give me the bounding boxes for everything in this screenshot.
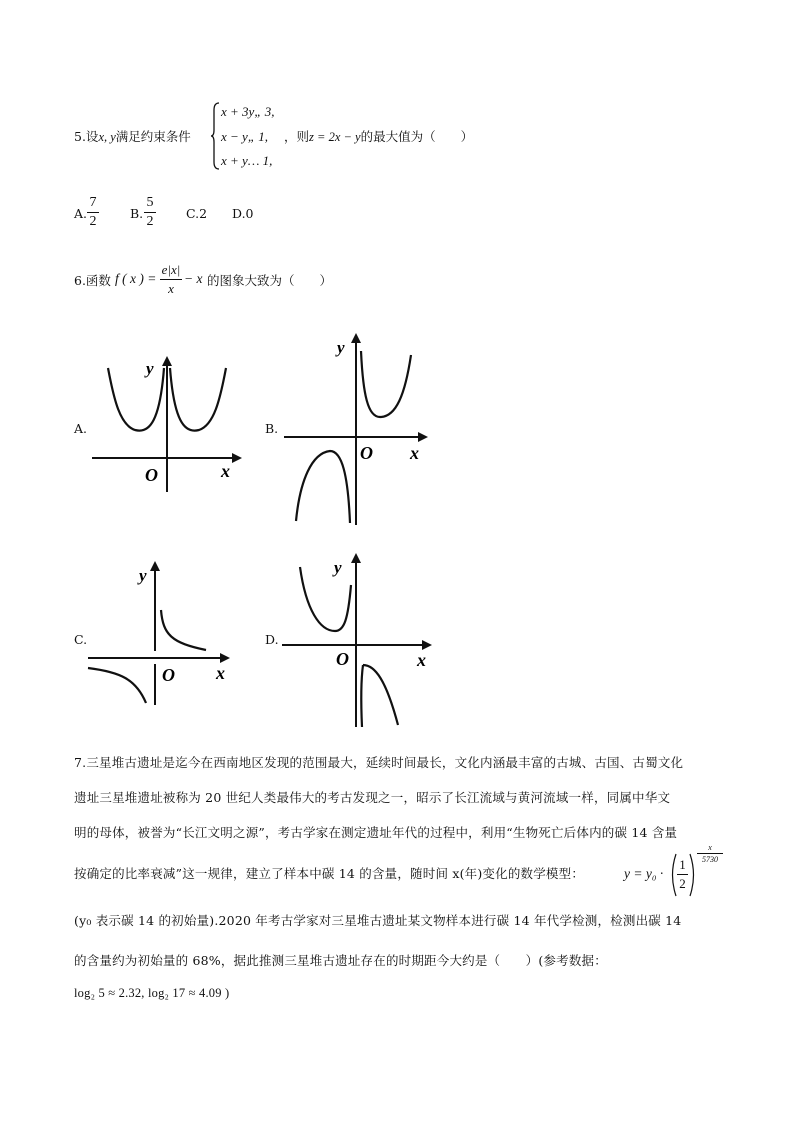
q6-graph-b-label: B.	[265, 421, 279, 436]
q6-func-lhs: f ( x ) =	[115, 271, 157, 286]
q6-graph-d-right-branch	[363, 665, 398, 725]
q6-graph-a-y-arrow	[162, 356, 172, 366]
q6-graph-b-origin: O	[360, 443, 373, 463]
q6-graph-c-x-arrow	[220, 653, 230, 663]
q5-prefix: 5.设	[74, 129, 99, 144]
q5-constraint-2: x − y„ 1,	[221, 129, 269, 144]
q6-graph-d-origin: O	[336, 649, 349, 669]
q5-stem	[74, 127, 191, 145]
q6-graph-d	[280, 545, 442, 730]
q6-func-fraction	[160, 262, 182, 297]
q6-func-den: x	[168, 281, 174, 296]
q5-constraint-1: x + 3y„ 3,	[221, 104, 275, 119]
q7-model-base	[677, 857, 688, 892]
q6-graph-b-x-label: x	[410, 443, 419, 463]
q6-graph-d-right-branch-asymptote	[361, 665, 363, 727]
q7-line-4: 按确定的比率衰减”这一规律，建立了样本中碳 14 的含量，随时间 x(年)变化的数学模型：	[74, 866, 585, 881]
q6-graph-a-y-label: y	[146, 359, 154, 378]
q5-option-d: D.0	[232, 206, 254, 221]
q5-constraint-3: x + y… 1,	[221, 153, 273, 168]
q7-model-exp-num: x	[708, 843, 712, 852]
q6-graph-d-x-label: x	[417, 650, 426, 670]
q6-graph-b-right-branch	[361, 351, 411, 417]
q7-line-5: (y₀ 表示碳 14 的初始量).2020 年考古学家对三星堆古遗址某文物样本进行碳 14 年代学检测，检测出碳 14	[74, 913, 682, 928]
q6-graph-d-left-branch	[300, 567, 351, 631]
q5-option-b-den: 2	[146, 214, 154, 229]
q6-graph-b-y-arrow	[351, 333, 361, 343]
q6-graph-c-label: C.	[74, 632, 88, 647]
q6-graph-d-x-arrow	[422, 640, 432, 650]
q6-graph-b-left-branch	[296, 451, 350, 523]
q5-mid: 满足约束条件	[115, 129, 191, 144]
q5-option-a-den: 2	[89, 214, 97, 229]
q7-line-7: log₂ 5 ≈ 2.32, log₂ 17 ≈ 4.09 )	[74, 986, 230, 1000]
q5-option-b-fraction	[144, 195, 156, 230]
q6-graph-b	[282, 325, 440, 530]
q5-option-a-label: A.	[74, 206, 88, 221]
q6-graph-a	[90, 350, 250, 495]
q6-graph-c-right-branch	[161, 610, 206, 650]
q6-graph-d-y-arrow	[351, 553, 361, 563]
q6-graph-a-right-branch	[170, 368, 226, 431]
q5-option-a-num: 7	[89, 195, 97, 210]
q6-graph-a-x-label: x	[221, 461, 230, 481]
q5-suffix: 的最大值为（ ）	[360, 129, 474, 144]
q6-graph-d-y-label: y	[334, 558, 342, 577]
q5-then: ，则	[284, 129, 310, 144]
q6-graph-a-x-arrow	[232, 453, 242, 463]
q7-model-exp-den: 5730	[702, 855, 718, 864]
q6-graph-c-y-arrow	[150, 561, 160, 571]
q7-model-base-num: 1	[679, 857, 686, 872]
q6-graph-c-left-branch	[88, 668, 146, 703]
q7-model-lhs: y = y₀ ·	[624, 866, 664, 881]
q6-graph-c-x-label: x	[216, 663, 225, 683]
q6-graph-a-origin: O	[145, 465, 158, 485]
q6-func-tail: − x	[184, 271, 203, 286]
q5-objective: z = 2x − y	[309, 130, 361, 144]
q5-option-b-label: B.	[130, 206, 144, 221]
q7-model-exponent	[697, 843, 723, 864]
q7-line-3: 明的母体，被誉为“长江文明之源”，考古学家在测定遗址年代的过程中，利用“生物死亡后体内的碳 14 含量	[74, 825, 678, 840]
q6-graph-b-x-arrow	[418, 432, 428, 442]
q6-graph-c-y-label: y	[139, 566, 147, 585]
q7-line-6: 的含量约为初始量的 68%，据此推测三星堆古遗址存在的时期距今大约是（ ）(参考数据：	[74, 953, 607, 968]
q5-option-c: C.2	[186, 206, 208, 221]
q6-graph-b-y-label: y	[337, 338, 345, 357]
q6-prefix: 6.函数	[74, 273, 111, 288]
q5-brace	[211, 102, 221, 170]
q6-graph-c	[86, 555, 242, 707]
q6-graph-c-origin: O	[162, 665, 175, 685]
q6-graph-a-left-branch	[108, 368, 164, 431]
q6-graph-a-label: A.	[74, 421, 88, 436]
q6-suffix: 的图象大致为（ ）	[207, 273, 333, 288]
q5-vars: x, y	[98, 130, 116, 144]
q5-option-b-num: 5	[146, 195, 154, 210]
q7-line-1: 7.三星堆古遗址是迄今在西南地区发现的范围最大，延续时间最长，文化内涵最丰富的古城、古国、古蜀文化	[74, 755, 684, 770]
q7-line-2: 遗址三星堆遗址被称为 20 世纪人类最伟大的考古发现之一，昭示了长江流域与黄河流域一样，同属中华文	[74, 790, 671, 805]
q5-option-a-fraction	[87, 195, 99, 230]
q7-model-base-den: 2	[679, 876, 686, 891]
q6-graph-d-label: D.	[265, 632, 279, 647]
q6-func-num: e|x|	[161, 262, 181, 277]
q5-stem-tail	[284, 127, 473, 145]
